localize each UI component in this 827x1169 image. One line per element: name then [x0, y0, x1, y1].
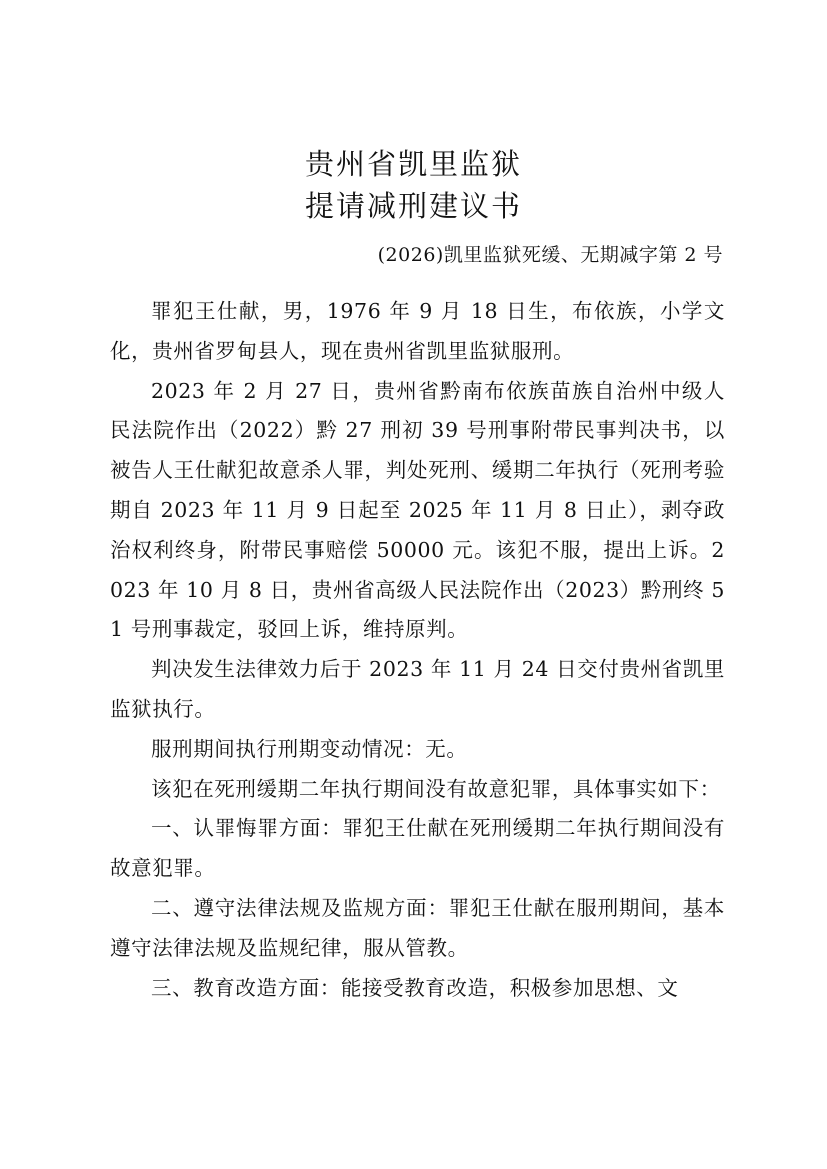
paragraph-delivery: 判决发生法律效力后于 2023 年 11 月 24 日交付贵州省凯里监狱执行。: [110, 657, 725, 721]
paragraph-judgment-history: 2023 年 2 月 27 日，贵州省黔南布依族苗族自治州中级人民法院作出（2022）黔 27 刑初 39 号刑事附带民事判决书，以被告人王仕献犯故意杀人罪，判处死刑、缓期二年执行（死刑考验期自 2023 年 11 月 9 日起至 2025 年 11 月 8 日止），剥夺政治权利终身，附带民事赔偿 50000 元。该犯不服，提出上诉。2023 年 10 月 8 日，贵州省高级人民法院作出（2023）黔刑终 51 号刑事裁定，驳回上诉，维持原判。: [110, 378, 725, 642]
paragraph-facts-intro: 该犯在死刑缓期二年执行期间没有故意犯罪，具体事实如下：: [151, 776, 721, 801]
paragraph-criminal-info: 罪犯王仕献，男，1976 年 9 月 18 日生，布依族，小学文化，贵州省罗甸县人，现在贵州省凯里监狱服刑。: [110, 299, 725, 363]
paragraph-repentance: 一、认罪悔罪方面：罪犯王仕献在死刑缓期二年执行期间没有故意犯罪。: [110, 816, 725, 881]
document-title-line1: 贵州省凯里监狱: [304, 147, 522, 181]
document-number: (2026)凯里监狱死缓、无期减字第 2 号: [377, 244, 723, 266]
paragraph-law-compliance: 二、遵守法律法规及监规方面：罪犯王仕献在服刑期间，基本遵守法律法规及监规纪律，服从管教。: [110, 895, 725, 960]
document-title-line2: 提请减刑建议书: [304, 189, 522, 223]
paragraph-sentence-changes: 服刑期间执行刑期变动情况：无。: [151, 736, 468, 761]
paragraph-education: 三、教育改造方面：能接受教育改造，积极参加思想、文: [151, 975, 679, 1000]
document-body: [110, 292, 725, 1008]
